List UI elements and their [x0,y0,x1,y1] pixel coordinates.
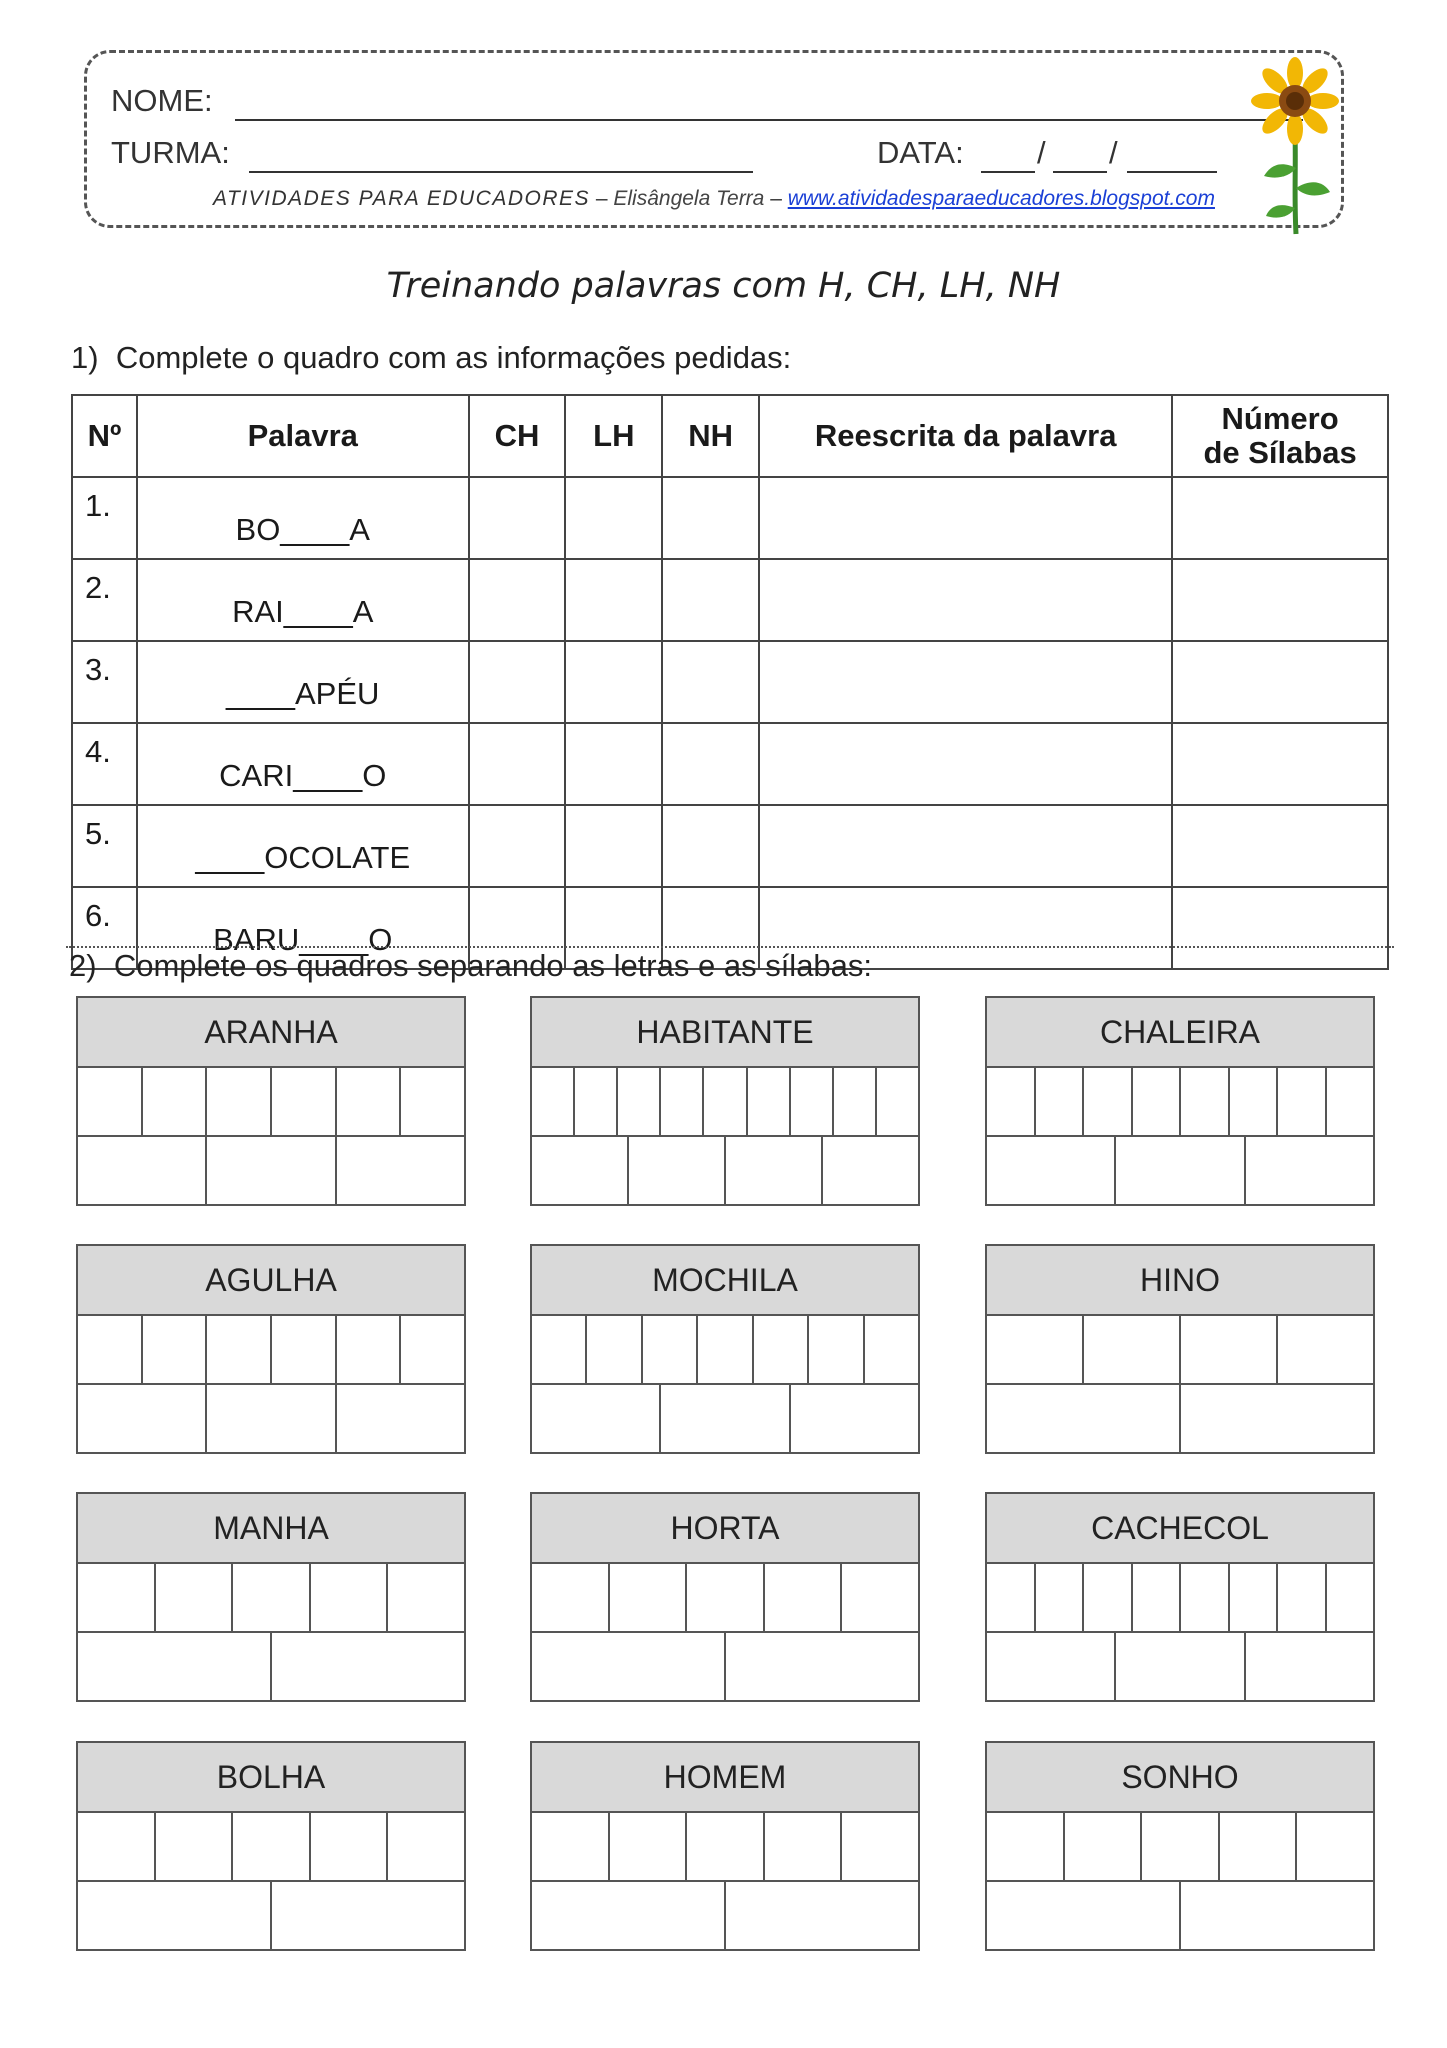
word-box [985,1741,1375,1951]
nh-cell[interactable] [662,723,759,805]
credit-dash: – [764,187,788,210]
letters-row [987,1564,1373,1633]
letter-cell[interactable] [78,1068,143,1135]
blog-link[interactable]: www.atividadesparaeducadores.blogspot.com [787,187,1215,210]
col-header-number: Nº [72,395,137,477]
letter-cell[interactable] [311,1813,389,1880]
syllable-cell[interactable] [78,1385,207,1452]
word-box [985,996,1375,1206]
syllable-cell[interactable] [272,1882,464,1949]
letter-cell[interactable] [834,1068,877,1135]
syllable-cell[interactable] [207,1137,336,1204]
letters-row [532,1813,918,1882]
word-box-title: HABITANTE [532,998,918,1068]
letter-cell[interactable] [575,1068,618,1135]
nh-cell[interactable] [662,477,759,559]
word-box-title: HINO [987,1246,1373,1316]
letters-row [78,1068,464,1137]
rewrite-cell[interactable] [759,641,1172,723]
rewrite-cell[interactable] [759,559,1172,641]
letter-cell[interactable] [1036,1068,1085,1135]
letter-cell[interactable] [618,1068,661,1135]
row-word: CARI____O [137,723,469,805]
date-separator: / [1037,135,1046,170]
class-field-line[interactable] [249,171,753,173]
letter-cell[interactable] [143,1316,208,1383]
col-header-syllables-line1: Número [1221,401,1339,436]
letters-row [78,1316,464,1385]
letter-cell[interactable] [311,1564,389,1631]
syllables-row [987,1633,1373,1700]
syllable-cell[interactable] [823,1137,918,1204]
letter-cell[interactable] [610,1564,688,1631]
syllable-count-cell[interactable] [1172,641,1388,723]
letters-row [78,1564,464,1633]
syllable-cell[interactable] [337,1385,464,1452]
syllable-cell[interactable] [1246,1137,1373,1204]
word-box [76,1741,466,1951]
letter-cell[interactable] [1133,1564,1182,1631]
letter-cell[interactable] [754,1316,809,1383]
word-box-title: HOMEM [532,1743,918,1813]
syllables-row [78,1882,464,1949]
nh-cell[interactable] [662,559,759,641]
syllable-cell[interactable] [532,1633,726,1700]
col-header-syllables-line2: de Sílabas [1203,435,1357,470]
syllables-row [987,1137,1373,1204]
syllable-count-cell[interactable] [1172,805,1388,887]
question-text: Complete os quadros separando as letras e as sílabas: [113,948,873,983]
lh-cell[interactable] [565,723,662,805]
row-number: 4. [72,723,137,805]
question-number: 1) [71,340,99,375]
class-label: TURMA: [111,135,230,170]
letters-row [78,1813,464,1882]
syllables-row [532,1633,918,1700]
letter-cell[interactable] [532,1564,610,1631]
word-box [530,1244,920,1454]
letter-cell[interactable] [765,1813,843,1880]
lh-cell[interactable] [565,477,662,559]
syllable-cell[interactable] [987,1385,1181,1452]
ch-cell[interactable] [469,559,566,641]
letter-cell[interactable] [272,1068,337,1135]
syllables-row [78,1137,464,1204]
syllables-row [78,1633,464,1700]
syllable-count-cell[interactable] [1172,477,1388,559]
syllable-cell[interactable] [532,1137,629,1204]
syllable-cell[interactable] [726,1137,823,1204]
letters-row [532,1316,918,1385]
date-label: DATA: [877,135,964,170]
letter-cell[interactable] [791,1068,834,1135]
word-box [985,1492,1375,1702]
letter-cell[interactable] [1327,1068,1374,1135]
syllables-row [532,1385,918,1452]
letter-cell[interactable] [748,1068,791,1135]
word-box-title: MOCHILA [532,1246,918,1316]
letter-cell[interactable] [78,1316,143,1383]
letter-cell[interactable] [987,1813,1065,1880]
brand-name: ATIVIDADES PARA EDUCADORES [213,187,591,210]
lh-cell[interactable] [565,559,662,641]
syllable-count-cell[interactable] [1172,723,1388,805]
letters-row [987,1316,1373,1385]
credit-dash: – [590,187,614,210]
syllable-cell[interactable] [337,1137,464,1204]
date-day-line[interactable] [981,171,1035,173]
letter-cell[interactable] [388,1813,464,1880]
word-box-title: AGULHA [78,1246,464,1316]
credit-line [213,187,1215,211]
letters-row [987,1068,1373,1137]
letter-cell[interactable] [1278,1068,1327,1135]
row-number: 2. [72,559,137,641]
table-row [72,641,1388,723]
lh-cell[interactable] [565,641,662,723]
letter-cell[interactable] [1230,1068,1279,1135]
syllable-cell[interactable] [987,1633,1116,1700]
word-box [76,996,466,1206]
letter-cell[interactable] [532,1068,575,1135]
letter-cell[interactable] [1230,1564,1279,1631]
name-field-line[interactable] [235,119,1303,121]
col-header-lh: LH [565,395,662,477]
ch-cell[interactable] [469,477,566,559]
letter-cell[interactable] [987,1316,1084,1383]
letter-cell[interactable] [143,1068,208,1135]
letter-cell[interactable] [587,1316,642,1383]
col-header-ch: CH [469,395,566,477]
letter-cell[interactable] [207,1068,272,1135]
letter-cell[interactable] [1297,1813,1373,1880]
letter-cell[interactable] [1181,1564,1230,1631]
syllable-cell[interactable] [726,1633,918,1700]
date-month-line[interactable] [1053,171,1107,173]
word-box [76,1492,466,1702]
syllables-row [532,1137,918,1204]
letter-cell[interactable] [532,1316,587,1383]
row-number: 5. [72,805,137,887]
syllable-count-cell[interactable] [1172,559,1388,641]
col-header-syllables [1172,395,1388,477]
syllables-row [532,1882,918,1949]
syllable-cell[interactable] [1181,1385,1373,1452]
letter-cell[interactable] [865,1316,918,1383]
col-header-word: Palavra [137,395,469,477]
row-word: RAI____A [137,559,469,641]
letter-cell[interactable] [842,1564,918,1631]
word-box [530,1492,920,1702]
letter-cell[interactable] [1065,1813,1143,1880]
letter-cell[interactable] [1278,1564,1327,1631]
letter-cell[interactable] [156,1564,234,1631]
question-number: 2) [69,948,97,983]
letter-cell[interactable] [1084,1068,1133,1135]
letter-cell[interactable] [401,1068,464,1135]
word-box [530,996,920,1206]
question-1 [71,340,791,376]
letter-cell[interactable] [1181,1316,1278,1383]
letter-cell[interactable] [207,1316,272,1383]
nh-cell[interactable] [662,805,759,887]
syllable-cell[interactable] [272,1633,464,1700]
row-word: ____OCOLATE [137,805,469,887]
syllables-row [78,1385,464,1452]
letter-cell[interactable] [1084,1564,1133,1631]
lh-cell[interactable] [565,805,662,887]
syllable-cell[interactable] [726,1882,918,1949]
syllable-cell[interactable] [1116,1137,1245,1204]
header-box [84,50,1344,228]
row-word: BO____A [137,477,469,559]
syllable-count-cell[interactable] [1172,887,1388,969]
ch-cell[interactable] [469,805,566,887]
letter-cell[interactable] [643,1316,698,1383]
syllable-cell[interactable] [1246,1633,1373,1700]
letters-row [532,1564,918,1633]
letter-cell[interactable] [1084,1316,1181,1383]
syllable-cell[interactable] [987,1137,1116,1204]
letter-cell[interactable] [401,1316,464,1383]
word-box-title: ARANHA [78,998,464,1068]
syllable-cell[interactable] [1181,1882,1373,1949]
letter-cell[interactable] [78,1564,156,1631]
word-box-title: CHALEIRA [987,998,1373,1068]
word-box [985,1244,1375,1454]
letters-row [532,1068,918,1137]
syllable-cell[interactable] [207,1385,336,1452]
letter-cell[interactable] [1327,1564,1374,1631]
word-box-title: HORTA [532,1494,918,1564]
author-name: Elisângela Terra [613,187,765,210]
letter-cell[interactable] [272,1316,337,1383]
letter-cell[interactable] [842,1813,918,1880]
letter-cell[interactable] [388,1564,464,1631]
syllable-cell[interactable] [78,1137,207,1204]
syllable-cell[interactable] [629,1137,726,1204]
letter-cell[interactable] [687,1813,765,1880]
row-word: ____APÉU [137,641,469,723]
letter-cell[interactable] [687,1564,765,1631]
syllable-cell[interactable] [791,1385,918,1452]
word-box [76,1244,466,1454]
table-row [72,477,1388,559]
letter-cell[interactable] [1181,1068,1230,1135]
letter-cell[interactable] [233,1564,311,1631]
name-label: NOME: [111,83,213,118]
letter-cell[interactable] [987,1068,1036,1135]
table-row [72,805,1388,887]
syllable-cell[interactable] [78,1633,272,1700]
words-table [71,394,1389,970]
letter-cell[interactable] [1036,1564,1085,1631]
syllable-cell[interactable] [78,1882,272,1949]
col-header-rewrite: Reescrita da palavra [759,395,1172,477]
row-number: 3. [72,641,137,723]
date-year-line[interactable] [1127,171,1217,173]
letter-cell[interactable] [661,1068,704,1135]
rewrite-cell[interactable] [759,723,1172,805]
syllable-cell[interactable] [987,1882,1181,1949]
table-row [72,559,1388,641]
page-title: Treinando palavras com H, CH, LH, NH [386,266,1061,306]
letter-cell[interactable] [1142,1813,1220,1880]
letter-cell[interactable] [765,1564,843,1631]
letter-cell[interactable] [610,1813,688,1880]
syllables-row [987,1385,1373,1452]
letter-cell[interactable] [78,1813,156,1880]
letter-cell[interactable] [233,1813,311,1880]
letters-row [987,1813,1373,1882]
word-box-title: BOLHA [78,1743,464,1813]
letter-cell[interactable] [1220,1813,1298,1880]
syllable-cell[interactable] [532,1882,726,1949]
rewrite-cell[interactable] [759,477,1172,559]
word-box-title: SONHO [987,1743,1373,1813]
ch-cell[interactable] [469,641,566,723]
word-box-title: MANHA [78,1494,464,1564]
rewrite-cell[interactable] [759,805,1172,887]
question-text: Complete o quadro com as informações pedidas: [115,340,792,375]
row-word: BARU____O [137,887,469,969]
row-number: 1. [72,477,137,559]
table-row [72,723,1388,805]
letter-cell[interactable] [877,1068,918,1135]
sunflower-icon [1250,56,1340,236]
letter-cell[interactable] [987,1564,1036,1631]
col-header-nh: NH [662,395,759,477]
letter-cell[interactable] [1133,1068,1182,1135]
date-separator: / [1109,135,1118,170]
letter-cell[interactable] [698,1316,753,1383]
nh-cell[interactable] [662,641,759,723]
letter-cell[interactable] [337,1068,402,1135]
letter-cell[interactable] [156,1813,234,1880]
question-2 [69,948,872,984]
letter-cell[interactable] [704,1068,747,1135]
syllables-row [987,1882,1373,1949]
table-header-row [72,395,1388,477]
syllable-cell[interactable] [661,1385,790,1452]
letter-cell[interactable] [532,1813,610,1880]
row-number: 6. [72,887,137,969]
letter-cell[interactable] [809,1316,864,1383]
letter-cell[interactable] [1278,1316,1373,1383]
syllable-cell[interactable] [1116,1633,1245,1700]
syllable-cell[interactable] [532,1385,661,1452]
ch-cell[interactable] [469,723,566,805]
letter-cell[interactable] [337,1316,402,1383]
word-box-title: CACHECOL [987,1494,1373,1564]
word-box [530,1741,920,1951]
